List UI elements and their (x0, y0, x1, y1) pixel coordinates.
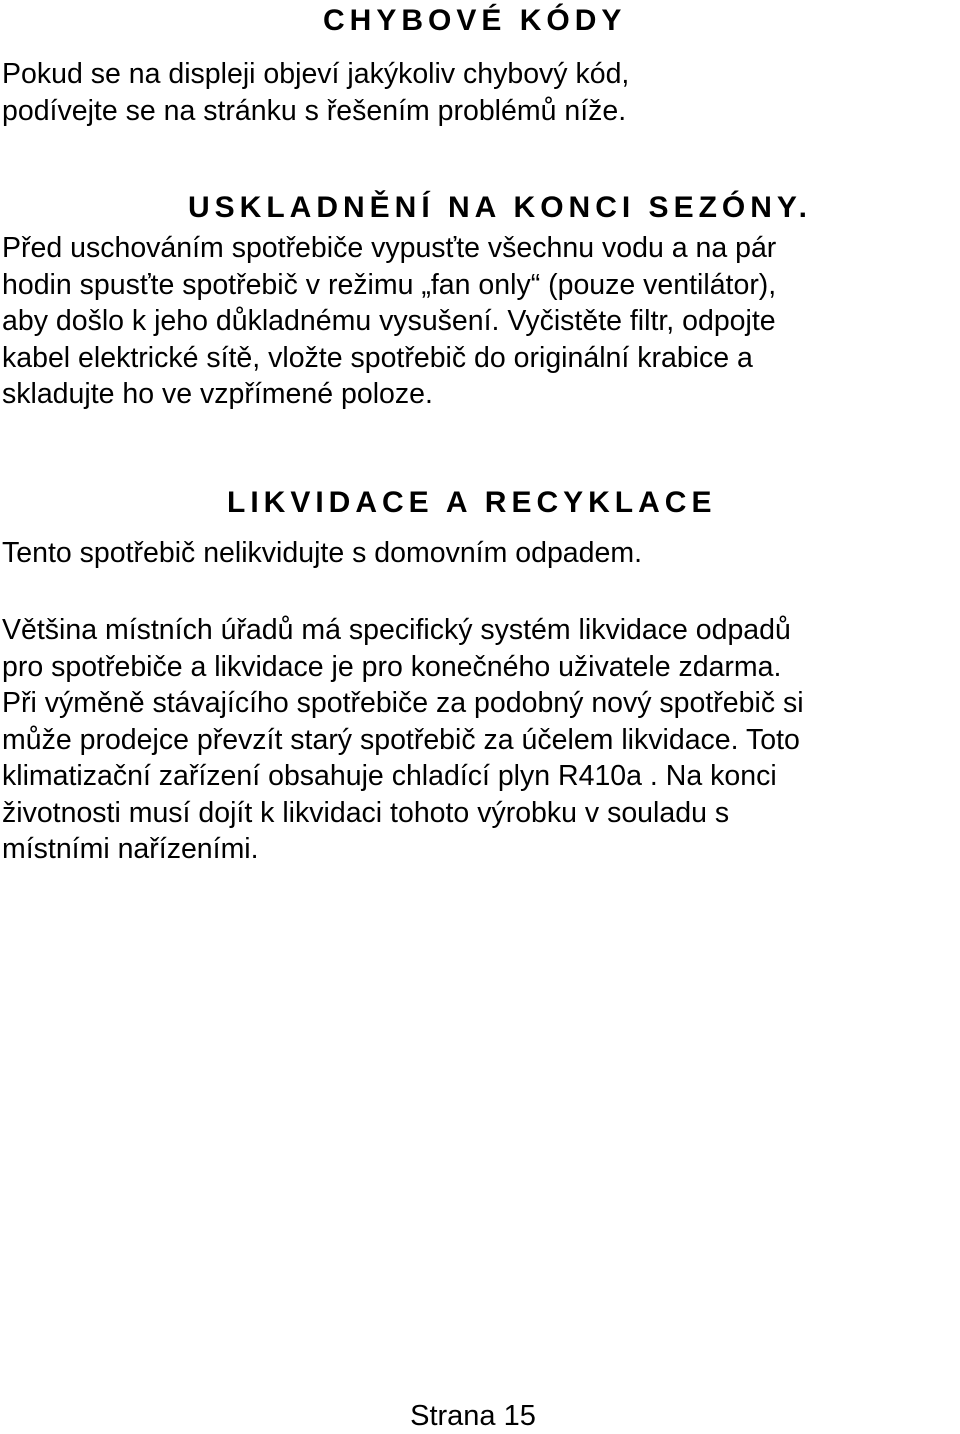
text-line: skladujte ho ve vzpřímené poloze. (2, 378, 433, 410)
storage-text (2, 230, 960, 413)
page-number: Strana 15 (410, 1400, 536, 1432)
text-line: kabel elektrické sítě, vložte spotřebič do originální krabice a (2, 341, 753, 374)
text-line: pro spotřebiče a likvidace je pro konečného uživatele zdarma. (2, 650, 782, 683)
text-line: životnosti musí dojít k likvidaci tohoto výrobku v souladu s (2, 796, 730, 829)
text-line: podívejte se na stránku s řešením problémů níže. (2, 94, 627, 127)
text-line: klimatizační zařízení obsahuje chladící plyn R410a . Na konci (2, 760, 777, 792)
text-line: Většina místních úřadů má specifický systém likvidace odpadů (2, 614, 791, 646)
text-line: může prodejce převzít starý spotřebič za účelem likvidace. Toto (2, 723, 800, 756)
text-line: Před uschováním spotřebiče vypusťte všechnu vodu a na pár (2, 232, 777, 264)
disposal-heading: LIKVIDACE A RECYKLACE (227, 486, 717, 519)
storage-heading: USKLADNĚNÍ NA KONCI SEZÓNY. (188, 191, 812, 224)
text-line: Pokud se na displeji objeví jakýkoliv chybový kód, (2, 58, 630, 90)
text-line: Tento spotřebič nelikvidujte s domovním odpadem. (2, 537, 643, 569)
disposal-text (2, 612, 960, 868)
disposal-intro (2, 535, 960, 572)
text-line: hodin spusťte spotřebič v režimu „fan only“ (pouze ventilátor), (2, 268, 777, 301)
error-codes-heading: CHYBOVÉ KÓDY (323, 4, 627, 37)
text-line: místními nařízeními. (2, 833, 259, 865)
text-line: aby došlo k jeho důkladnému vysušení. Vyčistěte filtr, odpojte (2, 305, 776, 337)
text-line: Při výměně stávajícího spotřebiče za podobný nový spotřebič si (2, 687, 804, 719)
error-codes-text (2, 56, 960, 129)
